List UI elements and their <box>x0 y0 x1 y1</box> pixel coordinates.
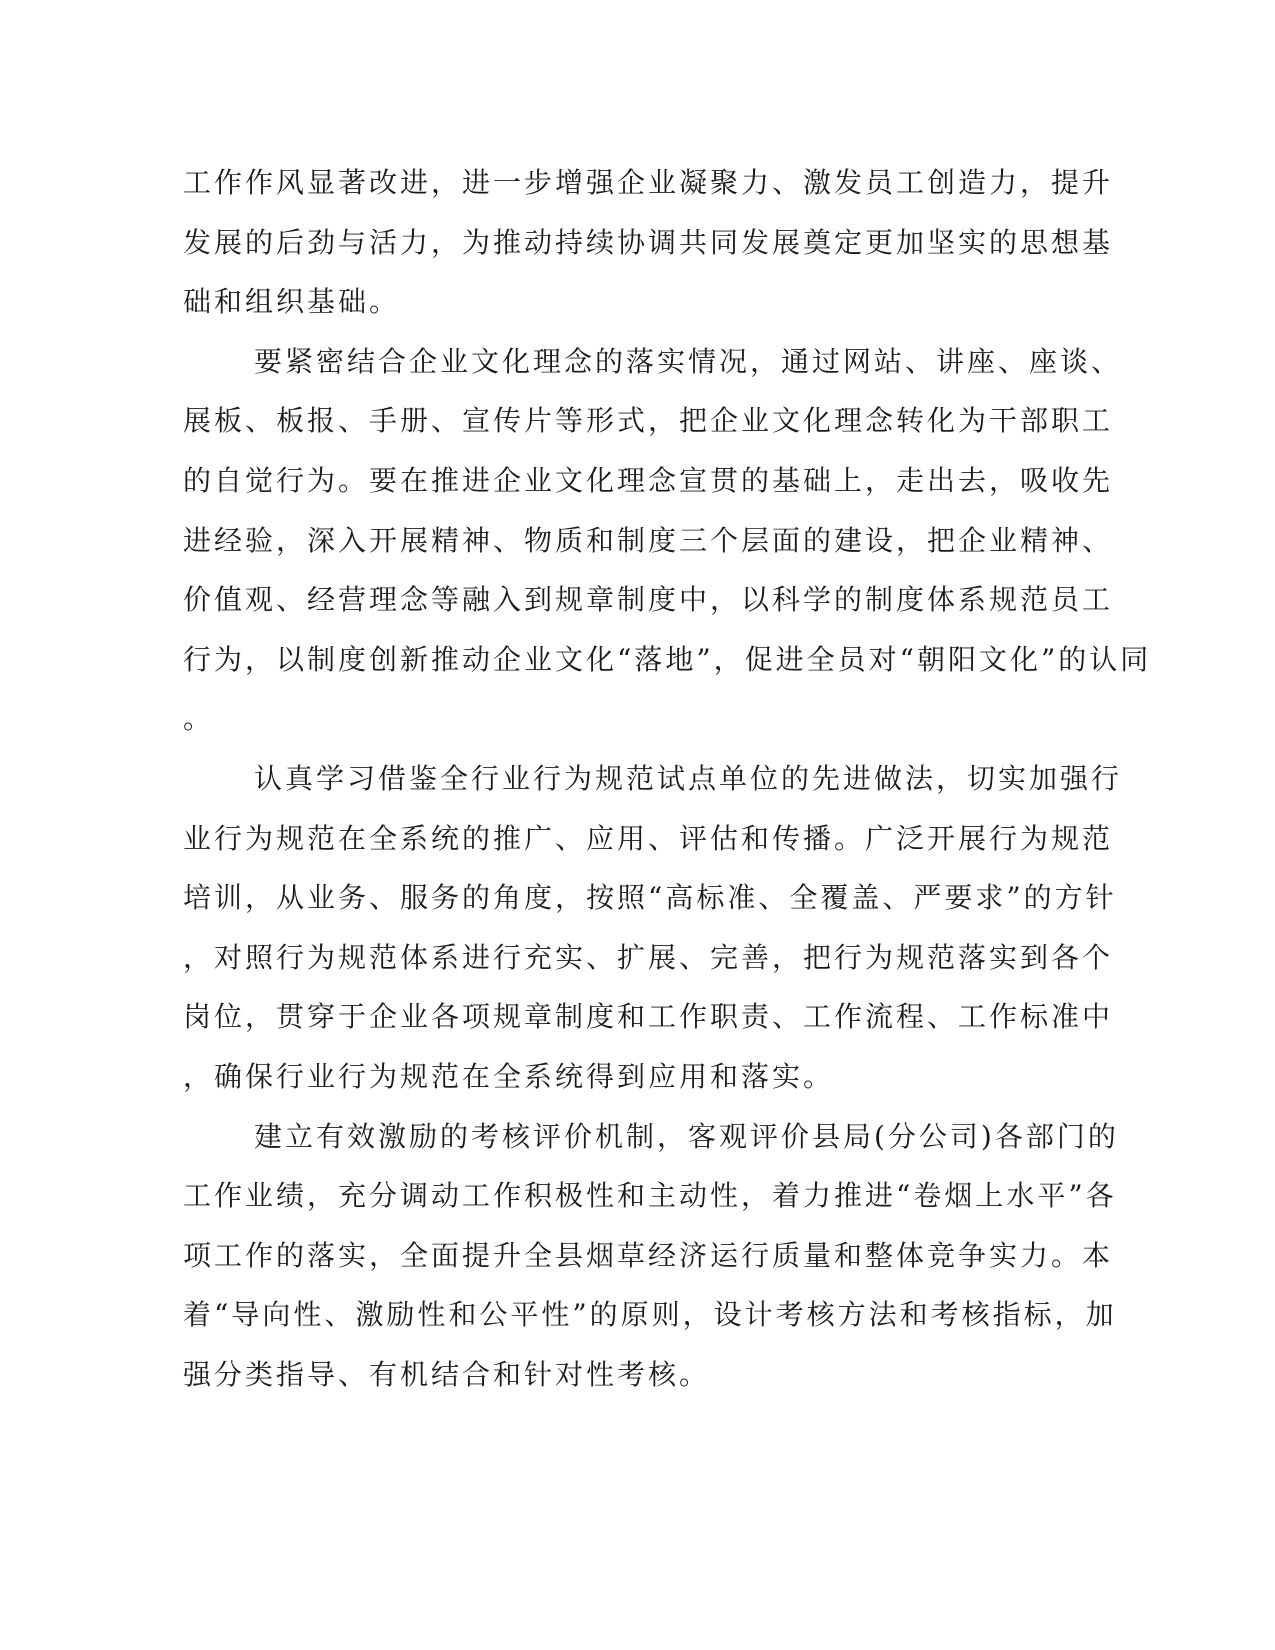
paragraph-line: 认真学习借鉴全行业行为规范试点单位的先进做法，切实加强行 <box>254 761 1123 795</box>
paragraph-2 <box>183 332 1152 749</box>
paragraph-line: 发展的后劲与活力，为推动持续协调共同发展奠定更加坚实的思想基 <box>183 225 1114 259</box>
paragraph-line: 岗位，贯穿于企业各项规章制度和工作职责、工作流程、工作标准中 <box>183 1000 1114 1034</box>
paragraph-4 <box>183 1107 1119 1405</box>
paragraph-line: 行为，以制度创新推动企业文化“落地”，促进全员对“朝阳文化”的认同 <box>183 642 1152 676</box>
paragraph-line: 。 <box>183 702 215 736</box>
paragraph-line: 展板、板报、手册、宣传片等形式，把企业文化理念转化为干部职工 <box>183 404 1114 438</box>
paragraph-line: 强分类指导、有机结合和针对性考核。 <box>183 1357 711 1391</box>
document-body <box>183 153 1152 1404</box>
paragraph-line: ，对照行为规范体系进行充实、扩展、完善，把行为规范落实到各个 <box>183 940 1114 974</box>
paragraph-line: 培训，从业务、服务的角度，按照“高标准、全覆盖、严要求”的方针 <box>183 881 1117 915</box>
paragraph-line: 的自觉行为。要在推进企业文化理念宣贯的基础上，走出去，吸收先 <box>183 463 1114 497</box>
paragraph-line: ，确保行业行为规范在全系统得到应用和落实。 <box>183 1059 835 1093</box>
paragraph-line: 业行为规范在全系统的推广、应用、评估和传播。广泛开展行为规范 <box>183 821 1114 855</box>
paragraph-line: 工作业绩，充分调动工作积极性和主动性，着力推进“卷烟上水平”各 <box>183 1179 1117 1213</box>
paragraph-line: 建立有效激励的考核评价机制，客观评价县局(分公司)各部门的 <box>254 1119 1119 1153</box>
paragraph-1 <box>183 153 1114 332</box>
paragraph-line: 要紧密结合企业文化理念的落实情况，通过网站、讲座、座谈、 <box>254 344 1123 378</box>
paragraph-line: 进经验，深入开展精神、物质和制度三个层面的建设，把企业精神、 <box>183 523 1114 557</box>
paragraph-line: 价值观、经营理念等融入到规章制度中，以科学的制度体系规范员工 <box>183 583 1114 617</box>
paragraph-3 <box>183 749 1123 1107</box>
paragraph-line: 着“导向性、激励性和公平性”的原则，设计考核方法和考核指标，加 <box>183 1298 1117 1332</box>
paragraph-line: 项工作的落实，全面提升全县烟草经济运行质量和整体竞争实力。本 <box>183 1238 1114 1272</box>
paragraph-line: 工作作风显著改进，进一步增强企业凝聚力、激发员工创造力，提升 <box>183 166 1114 199</box>
paragraph-line: 础和组织基础。 <box>183 285 401 319</box>
